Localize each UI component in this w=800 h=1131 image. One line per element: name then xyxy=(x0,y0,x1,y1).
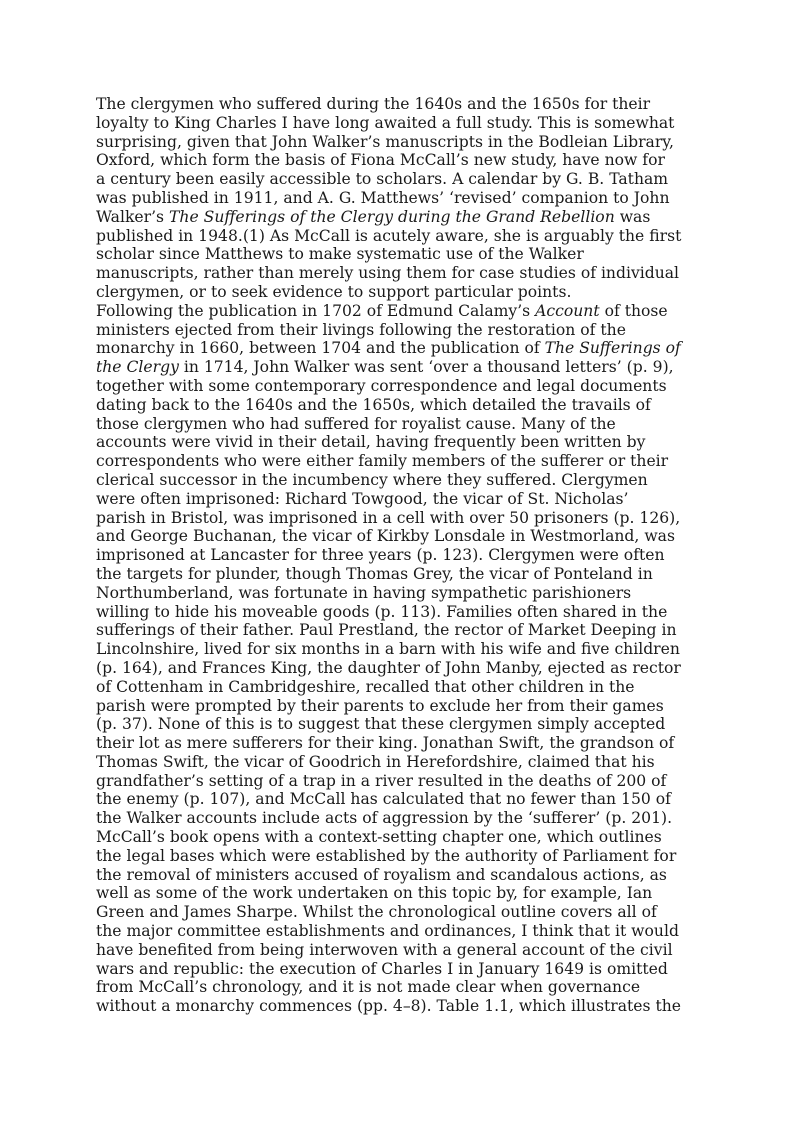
text-segment: monarchy in 1660, between 1704 and the publication of xyxy=(96,339,545,358)
text-line xyxy=(96,358,706,377)
text-segment: parish were prompted by their parents to exclude her from their games xyxy=(96,696,664,715)
text-segment: together with some contemporary correspondence and legal documents xyxy=(96,376,667,395)
text-line xyxy=(96,621,706,640)
text-segment: of Cottenham in Cambridgeshire, recalled that other children in the xyxy=(96,677,635,696)
text-line xyxy=(96,866,706,885)
text-line xyxy=(96,678,706,697)
text-segment: those clergymen who had suffered for royalist cause. Many of the xyxy=(96,414,616,433)
text-segment: a century been easily accessible to scholars. A calendar by G. B. Tatham xyxy=(96,170,669,189)
text-line xyxy=(96,884,706,903)
italic-title-text: Account xyxy=(535,301,600,320)
text-segment: the targets for plunder, though Thomas Grey, the vicar of Ponteland in xyxy=(96,564,653,583)
text-segment: Northumberland, was fortunate in having sympathetic parishioners xyxy=(96,583,632,602)
text-segment: their lot as mere sufferers for their king. Jonathan Swift, the grandson of xyxy=(96,734,675,753)
text-line xyxy=(96,734,706,753)
text-line xyxy=(96,433,706,452)
text-segment: in 1714, John Walker was sent ‘over a thousand letters’ (p. 9), xyxy=(178,358,674,377)
text-segment: clergymen, or to seek evidence to support particular points. xyxy=(96,282,572,301)
text-segment: from McCall’s chronology, and it is not made clear when governance xyxy=(96,978,641,997)
text-line xyxy=(96,302,706,321)
text-segment: sufferings of their father. Paul Prestland, the rector of Market Deeping in xyxy=(96,621,677,640)
text-segment: parish in Bristol, was imprisoned in a cell with over 50 prisoners (p. 126), xyxy=(96,508,681,527)
text-line xyxy=(96,753,706,772)
text-segment: dating back to the 1640s and the 1650s, which detailed the travails of xyxy=(96,395,651,414)
text-line xyxy=(96,208,706,227)
text-segment: grandfather’s setting of a trap in a river resulted in the deaths of 200 of xyxy=(96,771,667,790)
text-segment: willing to hide his moveable goods (p. 113). Families often shared in the xyxy=(96,602,668,621)
text-segment: (p. 164), and Frances King, the daughter of John Manby, ejected as rector xyxy=(96,658,681,677)
paragraph xyxy=(96,302,706,828)
text-segment: accounts were vivid in their detail, having frequently been written by xyxy=(96,433,646,452)
text-line xyxy=(96,603,706,622)
text-line xyxy=(96,546,706,565)
text-line xyxy=(96,659,706,678)
text-line xyxy=(96,133,706,152)
text-segment: ministers ejected from their livings following the restoration of the xyxy=(96,320,626,339)
text-line xyxy=(96,584,706,603)
text-segment: imprisoned at Lancaster for three years (p. 123). Clergymen were often xyxy=(96,546,665,565)
text-line xyxy=(96,189,706,208)
text-segment: wars and republic: the execution of Charles I in January 1649 is omitted xyxy=(96,959,668,978)
text-segment: published in 1948.(1) As McCall is acutely aware, she is arguably the first xyxy=(96,226,682,245)
text-line xyxy=(96,809,706,828)
text-line xyxy=(96,396,706,415)
text-line xyxy=(96,772,706,791)
text-segment: loyalty to King Charles I have long awaited a full study. This is somewhat xyxy=(96,113,675,132)
text-line xyxy=(96,997,706,1016)
text-segment: Thomas Swift, the vicar of Goodrich in Herefordshire, claimed that his xyxy=(96,752,655,771)
italic-title-text: The Sufferings of the Clergy during the Grand Rebellion xyxy=(169,207,615,226)
text-segment: the removal of ministers accused of royalism and scandalous actions, as xyxy=(96,865,667,884)
text-line xyxy=(96,527,706,546)
text-line xyxy=(96,227,706,246)
text-segment: McCall’s book opens with a context-setting chapter one, which outlines xyxy=(96,828,662,847)
text-line xyxy=(96,170,706,189)
text-segment: correspondents who were either family members of the sufferer or their xyxy=(96,452,669,471)
text-line xyxy=(96,640,706,659)
text-line xyxy=(96,264,706,283)
text-segment: Following the publication in 1702 of Edmund Calamy’s xyxy=(96,301,536,320)
text-line xyxy=(96,377,706,396)
text-segment: have benefited from being interwoven with a general account of the civil xyxy=(96,940,673,959)
text-segment: without a monarchy commences (pp. 4–8). Table 1.1, which illustrates the xyxy=(96,997,682,1016)
text-segment: was published in 1911, and A. G. Matthews’ ‘revised’ companion to John xyxy=(96,188,670,207)
text-line xyxy=(96,790,706,809)
text-line xyxy=(96,415,706,434)
italic-title-text: The Sufferings of xyxy=(544,339,681,358)
text-line xyxy=(96,697,706,716)
text-segment: scholar since Matthews to make systematic use of the Walker xyxy=(96,245,584,264)
text-segment: manuscripts, rather than merely using them for case studies of individual xyxy=(96,264,680,283)
document-body xyxy=(96,95,706,1016)
text-line xyxy=(96,509,706,528)
text-line xyxy=(96,151,706,170)
text-line xyxy=(96,321,706,340)
paragraph xyxy=(96,828,706,1016)
text-segment: (p. 37). None of this is to suggest that these clergymen simply accepted xyxy=(96,715,666,734)
text-line xyxy=(96,490,706,509)
text-line xyxy=(96,283,706,302)
text-segment: the legal bases which were established by the authority of Parliament for xyxy=(96,846,677,865)
text-segment: well as some of the work undertaken on this topic by, for example, Ian xyxy=(96,884,653,903)
text-segment: and George Buchanan, the vicar of Kirkby Lonsdale in Westmorland, was xyxy=(96,527,675,546)
text-segment: Oxford, which form the basis of Fiona McCall’s new study, have now for xyxy=(96,151,665,170)
text-segment: surprising, given that John Walker’s manuscripts in the Bodleian Library, xyxy=(96,132,674,151)
text-line xyxy=(96,95,706,114)
text-segment: The clergymen who suffered during the 1640s and the 1650s for their xyxy=(96,95,651,113)
italic-title-text: the Clergy xyxy=(96,358,179,377)
text-segment: of those xyxy=(599,301,668,320)
text-line xyxy=(96,847,706,866)
text-segment: was xyxy=(614,207,651,226)
text-segment: the major committee establishments and ordinances, I think that it would xyxy=(96,922,679,941)
text-line xyxy=(96,960,706,979)
text-segment: were often imprisoned: Richard Towgood, the vicar of St. Nicholas’ xyxy=(96,489,629,508)
text-segment: Lincolnshire, lived for six months in a barn with his wife and five children xyxy=(96,640,680,659)
text-line xyxy=(96,715,706,734)
text-segment: the enemy (p. 107), and McCall has calculated that no fewer than 150 of xyxy=(96,790,671,809)
paragraph xyxy=(96,95,706,302)
text-line xyxy=(96,245,706,264)
text-segment: the Walker accounts include acts of aggression by the ‘sufferer’ (p. 201). xyxy=(96,809,673,828)
text-line xyxy=(96,565,706,584)
text-line xyxy=(96,339,706,358)
text-line xyxy=(96,922,706,941)
text-segment: clerical successor in the incumbency where they suffered. Clergymen xyxy=(96,470,648,489)
text-line xyxy=(96,452,706,471)
text-segment: Green and James Sharpe. Whilst the chronological outline covers all of xyxy=(96,903,657,922)
text-line xyxy=(96,828,706,847)
text-line xyxy=(96,471,706,490)
text-segment: Walker’s xyxy=(96,207,170,226)
text-line xyxy=(96,978,706,997)
text-line xyxy=(96,941,706,960)
text-line xyxy=(96,114,706,133)
text-line xyxy=(96,903,706,922)
